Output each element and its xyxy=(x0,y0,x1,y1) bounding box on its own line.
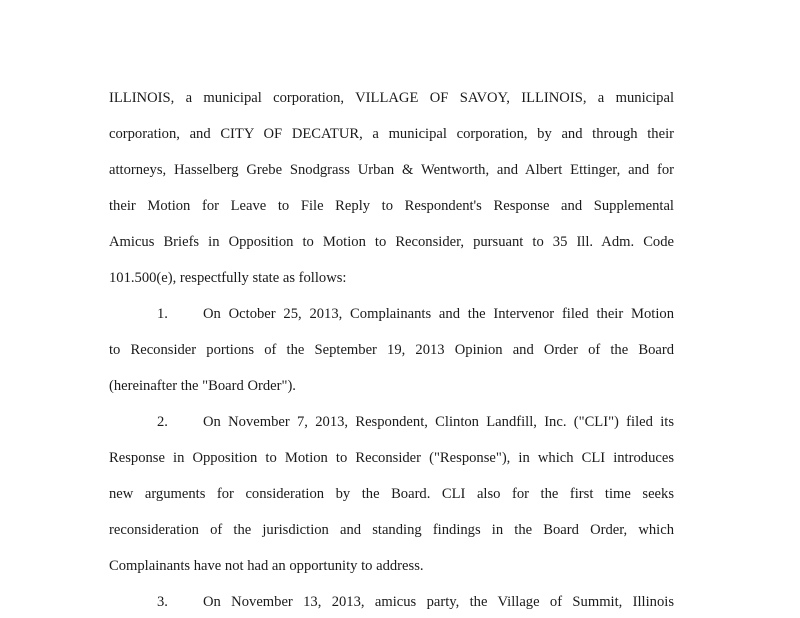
paragraph-line: reconsideration of the jurisdiction and standing findings in the Board Order, which xyxy=(109,522,674,538)
paragraph-text: On November 13, 2013, amicus party, the Village of Summit, Illinois xyxy=(203,594,674,610)
paragraph-2-first-line xyxy=(157,412,674,432)
intro-line: corporation, and CITY OF DECATUR, a municipal corporation, by and through their xyxy=(109,126,674,142)
intro-line: ILLINOIS, a municipal corporation, VILLAGE OF SAVOY, ILLINOIS, a municipal xyxy=(109,90,674,106)
paragraph-line: Complainants have not had an opportunity to address. xyxy=(109,558,424,574)
paragraph-line: to Reconsider portions of the September 19, 2013 Opinion and Order of the Board xyxy=(109,342,674,358)
intro-line: their Motion for Leave to File Reply to Respondent's Response and Supplemental xyxy=(109,198,674,214)
paragraph-line: new arguments for consideration by the Board. CLI also for the first time seeks xyxy=(109,486,674,502)
paragraph-number: 1. xyxy=(157,306,168,322)
intro-line: Amicus Briefs in Opposition to Motion to Reconsider, pursuant to 35 Ill. Adm. Code xyxy=(109,234,674,250)
paragraph-3-first-line xyxy=(157,592,674,612)
paragraph-text: On October 25, 2013, Complainants and the Intervenor filed their Motion xyxy=(203,306,674,322)
paragraph-line: (hereinafter the "Board Order"). xyxy=(109,378,296,394)
intro-line: 101.500(e), respectfully state as follows: xyxy=(109,270,347,286)
paragraph-text: On November 7, 2013, Respondent, Clinton Landfill, Inc. ("CLI") filed its xyxy=(203,414,674,430)
paragraph-number: 3. xyxy=(157,594,168,610)
paragraph-1-first-line xyxy=(157,304,674,324)
intro-line: attorneys, Hasselberg Grebe Snodgrass Urban & Wentworth, and Albert Ettinger, and for xyxy=(109,162,674,178)
paragraph-line: Response in Opposition to Motion to Reconsider ("Response"), in which CLI introduces xyxy=(109,450,674,466)
paragraph-number: 2. xyxy=(157,414,168,430)
